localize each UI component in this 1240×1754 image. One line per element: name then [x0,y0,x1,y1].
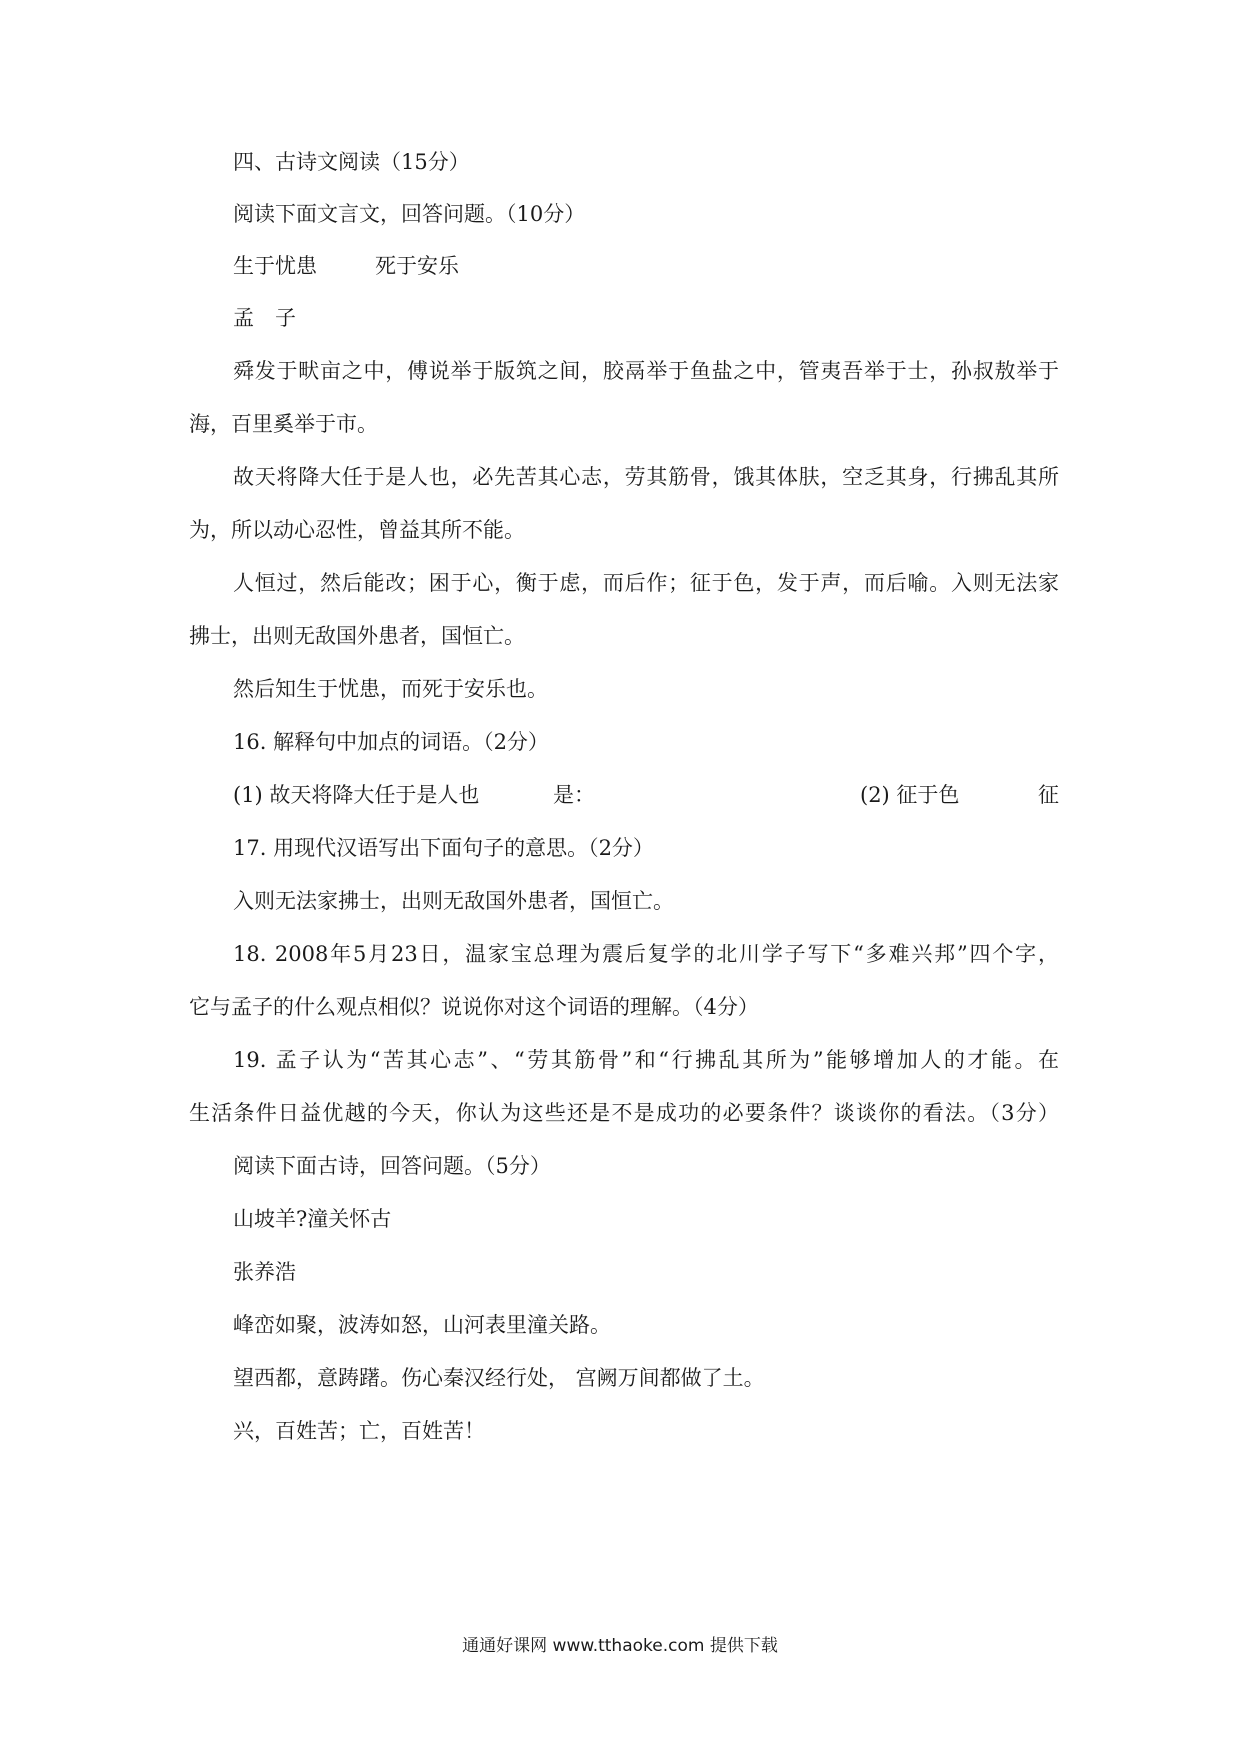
passage-p4: 然后知生于忧患，而死于安乐也。 [233,677,548,701]
poem-line-2: 望西都，意踌躇。伤心秦汉经行处， 宫阙万间都做了土。 [233,1366,765,1390]
passage-author: 孟 子 [233,306,296,330]
passage-title [233,252,459,280]
question-17-sentence: 入则无法家拂士，出则无敌国外患者，国恒亡。 [233,889,674,913]
passage-p3-line1: 人恒过，然后能改；困于心，衡于虑，而后作；征于色，发于声，而后喻。入则无法家 [233,571,1059,595]
page-footer: 通通好课网 www.tthaoke.com 提供下载 [462,1636,778,1656]
poem-instruction: 阅读下面古诗，回答问题。（5分） [233,1154,551,1178]
question-16: 16. 解释句中加点的词语。（2分） [233,730,549,754]
passage-p2-line1: 故天将降大任于是人也，必先苦其心志，劳其筋骨，饿其体肤，空乏其身，行拂乱其所 [233,465,1059,489]
section-heading: 四、古诗文阅读（15分） [233,150,470,174]
question-17: 17. 用现代汉语写出下面句子的意思。（2分） [233,836,654,860]
question-16-b-word: 征 [1038,783,1059,807]
poem-title: 山坡羊?潼关怀古 [233,1207,392,1231]
passage-p1-line2: 海，百里奚举于市。 [189,412,378,436]
passage-p3-line2: 拂士，出则无敌国外患者，国恒亡。 [189,624,525,648]
passage-p1-line1: 舜发于畎亩之中，傅说举于版筑之间，胶鬲举于鱼盐之中，管夷吾举于士，孙叔敖举于 [233,359,1059,383]
question-19-line1: 19. 孟子认为“苦其心志”、“劳其筋骨”和“行拂乱其所为”能够增加人的才能。在 [233,1048,1059,1072]
question-16-a: (1) 故天将降大任于是人也 [233,783,480,807]
question-19-line2: 生活条件日益优越的今天，你认为这些还是不是成功的必要条件？谈谈你的看法。（3分） [189,1101,1059,1125]
question-18-line1: 18. 2008年5月23日，温家宝总理为震后复学的北川学子写下“多难兴邦”四个字， [233,942,1059,966]
poem-line-3: 兴，百姓苦；亡，百姓苦！ [233,1419,485,1443]
question-18-line2: 它与孟子的什么观点相似？说说你对这个词语的理解。（4分） [189,995,759,1019]
passage-p2-line2: 为，所以动心忍性，曾益其所不能。 [189,518,525,542]
question-16-b: (2) 征于色 [860,783,960,807]
question-16-a-word: 是： [553,783,595,807]
poem-line-1: 峰峦如聚，波涛如怒，山河表里潼关路。 [233,1313,611,1337]
poem-author: 张养浩 [233,1260,296,1284]
passage-title-part2: 死于安乐 [375,254,459,278]
passage-instruction: 阅读下面文言文，回答问题。（10分） [233,202,586,226]
passage-title-part1: 生于忧患 [233,254,317,278]
